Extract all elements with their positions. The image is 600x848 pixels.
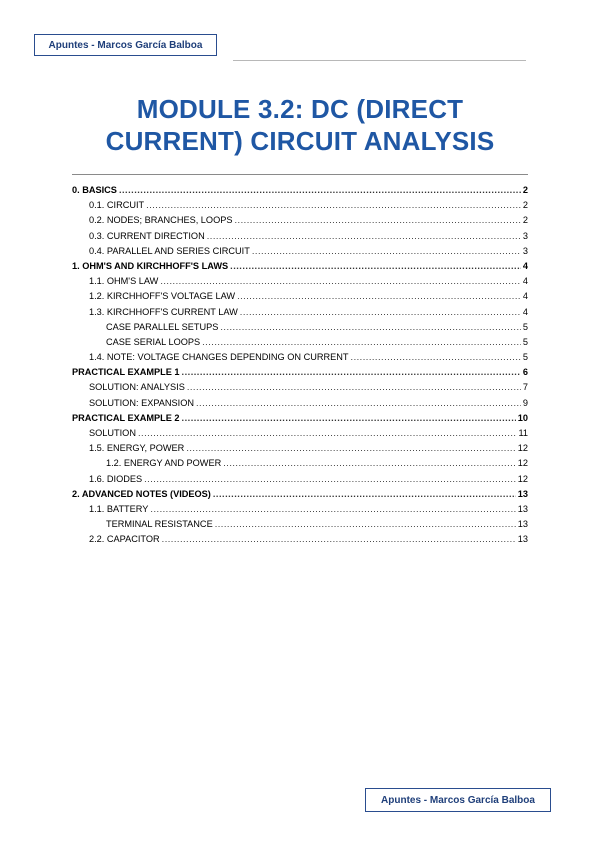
toc-dot-leader bbox=[162, 532, 516, 547]
toc-entry-page: 2 bbox=[522, 185, 528, 195]
toc-entry[interactable] bbox=[72, 380, 528, 395]
toc-entry[interactable] bbox=[72, 305, 528, 320]
toc-entry-page: 9 bbox=[522, 397, 528, 408]
toc-entry-page: 4 bbox=[522, 260, 528, 271]
toc-entry-title: 1.2. ENERGY AND POWER bbox=[106, 458, 222, 469]
toc-entry-title: SOLUTION: ANALYSIS bbox=[89, 382, 185, 393]
toc-entry-page: 6 bbox=[522, 367, 528, 378]
toc-dot-leader bbox=[138, 426, 516, 441]
toc-entry-title: CASE PARALLEL SETUPS bbox=[106, 321, 219, 332]
toc-entry-page: 4 bbox=[522, 306, 528, 317]
toc-dot-leader bbox=[351, 350, 521, 365]
toc-entry-title: PRACTICAL EXAMPLE 1 bbox=[72, 367, 180, 378]
page-title bbox=[40, 93, 560, 157]
toc-entry-title: SOLUTION: EXPANSION bbox=[89, 397, 194, 408]
toc-dot-leader bbox=[150, 502, 515, 517]
toc-entry[interactable] bbox=[72, 411, 528, 426]
toc-entry-page: 12 bbox=[517, 458, 528, 469]
toc-entry-title: 1.4. NOTE: VOLTAGE CHANGES DEPENDING ON CURRENT bbox=[89, 352, 349, 363]
toc-dot-leader bbox=[207, 229, 521, 244]
toc-entry-title: TERMINAL RESISTANCE bbox=[106, 519, 213, 530]
toc-entry-page: 7 bbox=[522, 382, 528, 393]
toc-entry-page: 13 bbox=[517, 488, 528, 499]
toc-entry-title: 2.2. CAPACITOR bbox=[89, 534, 160, 545]
toc-entry-title: SOLUTION bbox=[89, 428, 136, 438]
toc-entry-title: 0. BASICS bbox=[72, 185, 117, 195]
toc-entry[interactable] bbox=[72, 289, 528, 304]
toc-entry-page: 2 bbox=[522, 200, 528, 211]
toc-dot-leader bbox=[213, 487, 516, 502]
toc-dot-leader bbox=[146, 198, 521, 213]
toc-entry-page: 11 bbox=[518, 428, 528, 438]
toc-entry-title: 1.6. DIODES bbox=[89, 473, 143, 484]
toc-dot-leader bbox=[252, 244, 521, 259]
toc-entry[interactable] bbox=[72, 456, 528, 471]
toc-entry[interactable] bbox=[72, 350, 528, 365]
toc-entry-title: 0.2. NODES; BRANCHES, LOOPS bbox=[89, 215, 233, 226]
header-author-label: Apuntes - Marcos García Balboa bbox=[48, 39, 203, 51]
toc-entry-page: 12 bbox=[517, 473, 528, 484]
toc-dot-leader bbox=[220, 320, 521, 335]
toc-dot-leader bbox=[202, 335, 521, 350]
toc-entry-title: CASE SERIAL LOOPS bbox=[106, 336, 201, 347]
toc-entry[interactable] bbox=[72, 198, 528, 213]
toc-dot-leader bbox=[230, 259, 521, 274]
toc-entry-title: 1.3. KIRCHHOFF'S CURRENT LAW bbox=[89, 306, 238, 317]
toc-entry[interactable] bbox=[72, 229, 528, 244]
toc-dot-leader bbox=[186, 441, 515, 456]
toc-entry-title: 0.4. PARALLEL AND SERIES CIRCUIT bbox=[89, 245, 250, 256]
toc-dot-leader bbox=[187, 380, 521, 395]
page-title-line-2: CURRENT) CIRCUIT ANALYSIS bbox=[105, 126, 495, 156]
toc-dot-leader bbox=[223, 456, 516, 471]
toc-entry[interactable] bbox=[72, 365, 528, 380]
toc-entry-page: 4 bbox=[522, 291, 528, 302]
table-of-contents bbox=[72, 183, 528, 548]
toc-entry-title: 1.2. KIRCHHOFF'S VOLTAGE LAW bbox=[89, 291, 236, 302]
toc-entry-page: 3 bbox=[522, 245, 528, 256]
toc-entry[interactable] bbox=[72, 517, 528, 532]
toc-entry-title: 1.1. OHM'S LAW bbox=[89, 276, 159, 287]
toc-dot-leader bbox=[196, 396, 521, 411]
page-title-line-1: MODULE 3.2: DC (DIRECT bbox=[136, 94, 464, 124]
toc-entry-title: 1.1. BATTERY bbox=[89, 503, 149, 514]
toc-dot-leader bbox=[240, 305, 521, 320]
toc-dot-leader bbox=[119, 183, 521, 198]
toc-entry[interactable] bbox=[72, 183, 528, 198]
title-rule bbox=[72, 174, 528, 175]
toc-entry-title: 2. ADVANCED NOTES (VIDEOS) bbox=[72, 488, 211, 499]
toc-dot-leader bbox=[182, 411, 516, 426]
toc-entry[interactable] bbox=[72, 259, 528, 274]
toc-entry-title: 1.5. ENERGY, POWER bbox=[89, 443, 185, 454]
toc-entry-title: 1. OHM'S AND KIRCHHOFF'S LAWS bbox=[72, 260, 229, 271]
toc-entry-page: 12 bbox=[517, 443, 528, 454]
toc-entry[interactable] bbox=[72, 441, 528, 456]
toc-entry-page: 13 bbox=[517, 519, 528, 530]
toc-entry-title: 0.1. CIRCUIT bbox=[89, 200, 145, 211]
toc-dot-leader bbox=[144, 472, 516, 487]
toc-entry-page: 4 bbox=[522, 276, 528, 287]
toc-entry[interactable] bbox=[72, 426, 528, 441]
toc-entry-page: 2 bbox=[522, 215, 528, 226]
header-rule bbox=[233, 60, 526, 61]
toc-entry[interactable] bbox=[72, 274, 528, 289]
toc-entry[interactable] bbox=[72, 335, 528, 350]
toc-entry-page: 5 bbox=[522, 336, 528, 347]
toc-entry[interactable] bbox=[72, 502, 528, 517]
toc-entry[interactable] bbox=[72, 532, 528, 547]
toc-entry-title: 0.3. CURRENT DIRECTION bbox=[89, 230, 205, 241]
toc-entry-page: 13 bbox=[517, 534, 528, 545]
toc-dot-leader bbox=[215, 517, 516, 532]
toc-dot-leader bbox=[237, 289, 521, 304]
toc-dot-leader bbox=[234, 213, 520, 228]
footer-author-badge bbox=[365, 788, 551, 812]
toc-entry-page: 10 bbox=[517, 412, 528, 423]
toc-entry[interactable] bbox=[72, 396, 528, 411]
toc-entry[interactable] bbox=[72, 472, 528, 487]
toc-dot-leader bbox=[160, 274, 521, 289]
toc-entry[interactable] bbox=[72, 320, 528, 335]
footer-author-label: Apuntes - Marcos García Balboa bbox=[381, 794, 535, 806]
toc-entry-page: 13 bbox=[517, 503, 528, 514]
toc-entry-page: 5 bbox=[522, 352, 528, 363]
toc-entry[interactable] bbox=[72, 487, 528, 502]
toc-entry[interactable] bbox=[72, 244, 528, 259]
toc-dot-leader bbox=[182, 365, 521, 380]
toc-entry-page: 5 bbox=[522, 321, 528, 332]
header-author-badge bbox=[34, 34, 217, 56]
toc-entry-title: PRACTICAL EXAMPLE 2 bbox=[72, 412, 180, 423]
toc-entry-page: 3 bbox=[522, 230, 528, 241]
toc-entry[interactable] bbox=[72, 213, 528, 228]
